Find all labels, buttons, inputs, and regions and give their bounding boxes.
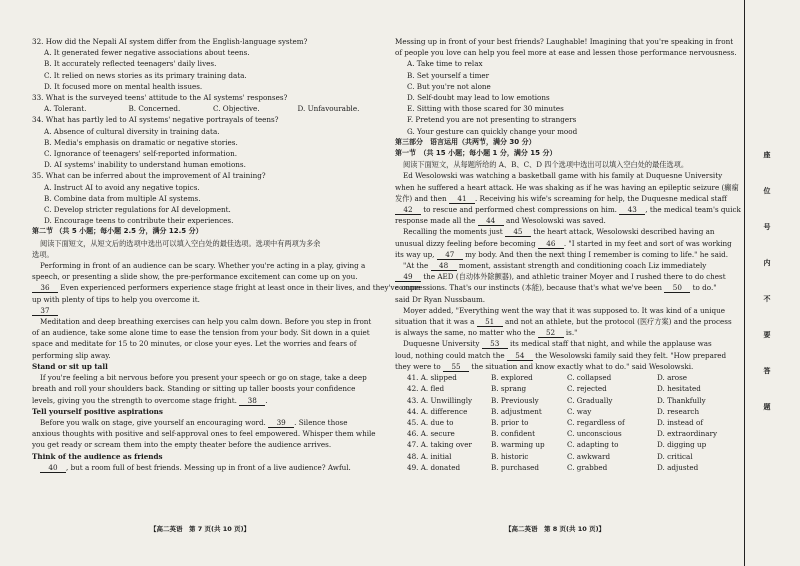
choice[interactable]: B. explored (491, 373, 533, 383)
blank-45[interactable]: 45 (505, 227, 531, 237)
choice[interactable]: 47. A. taking over (407, 440, 472, 450)
passage-line: the Wesolowski family said they felt. "How prepared (535, 350, 727, 360)
passage-line: and not an athlete, but the protocol (医疗方案) and the process (504, 317, 732, 327)
part-3-title: 第三部分 语言运用（共两节，满分 30 分） (395, 137, 536, 146)
section-2-instruction: 阅读下面短文，从短文后的选项中选出可以填入空白处的最佳选项。选项中有两项为多余 (40, 238, 321, 248)
choice[interactable]: 46. A. secure (407, 429, 455, 439)
q33-option-d: D. Unfavourable. (297, 104, 360, 114)
passage-line: speech, or presenting a slide show, the pre-performance excitement can come up on you. (32, 272, 358, 282)
passage-line: and Wesolowski was saved. (505, 216, 606, 226)
passage-line: of people you love can help you feel more at ease and lessen those performance nervousness. (395, 48, 737, 58)
passage-line: Meditation and deep breathing exercises can help you calm down. Before you step in front (40, 317, 372, 327)
passage-line: response made all the (395, 216, 476, 226)
page-footer-left: 【高二英语 第 7 页(共 10 页)】 (150, 525, 251, 533)
choices-row-47 (395, 439, 730, 450)
binding-char: 号 (763, 223, 771, 231)
blank-41[interactable]: 41 (449, 194, 475, 204)
q32-option-a: A. It generated fewer negative associations about teens. (44, 48, 250, 58)
passage-line: levels, giving you the strength to overcome stage fright. (32, 395, 237, 405)
passage-line: unusual dizzy feeling before becoming (395, 238, 536, 248)
q32-stem: 32. How did the Nepali AI system differ from the English-language system? (32, 37, 308, 46)
passage-line: . "I started in my feet and sort of was working (563, 238, 732, 248)
choices-row-41 (395, 372, 730, 383)
passage-line: . Receiving his wife's screaming for help, the Duquesne medical staff (474, 193, 727, 203)
blank-54[interactable]: 54 (507, 351, 533, 361)
passage-line: of an audience, take some alone time to ease the tension from your body. Sit down in a quiet (32, 328, 370, 338)
blank-47[interactable]: 47 (437, 250, 463, 260)
passage-line: Even experienced performers experience stage fright at least once in their lives, and they've come (60, 283, 421, 293)
choices-row-42 (395, 383, 730, 394)
section-2-instruction-cont: 选项。 (32, 249, 54, 259)
passage-line: Performing in front of an audience can be scary. Whether you're acting in a play, giving a (40, 261, 366, 271)
q33-option-b: B. Concerned. (128, 104, 181, 114)
blank-44[interactable]: 44 (478, 216, 504, 226)
choice[interactable]: D. critical (657, 451, 693, 461)
q35-option-d: D. Encourage teens to contribute their experiences. (44, 216, 234, 226)
choices-row-48 (395, 451, 730, 462)
passage-line: Messing up in front of your best friends? Laughable! Imagining that you're speaking in front (395, 37, 734, 46)
choice[interactable]: D. digging up (657, 440, 707, 450)
heading-stand-tall: Stand or sit up tall (32, 361, 108, 371)
choice[interactable]: 43. A. Unwillingly (407, 395, 473, 405)
passage-line: the heart attack, Wesolowski described having an (533, 227, 715, 237)
choice[interactable]: D. adjusted (657, 462, 699, 472)
choices-row-46 (395, 428, 730, 439)
passage-line: my body. And then the next thing I remember is coming to life." he said. (465, 249, 729, 259)
choice[interactable]: 48. A. initial (407, 451, 452, 461)
choice[interactable]: D. Thankfully (657, 395, 706, 405)
passage-line: they were to (395, 361, 441, 371)
q33-options (32, 103, 382, 114)
choice-option-f: F. Pretend you are not presenting to strangers (407, 115, 577, 125)
passage-line: the AED (自动体外除颤器), and athletic trainer Moyer and I rushed there to do chest (423, 272, 726, 282)
choice[interactable]: 42. A. fled (407, 384, 445, 394)
passage-line: space and meditate for 15 to 20 minutes, or close your eyes. Let the worries and fears of (32, 339, 357, 349)
passage-line: moment, assistant strength and conditioning coach Liz immediately (458, 261, 707, 271)
choice[interactable]: B. prior to (491, 417, 529, 427)
blank-50[interactable]: 50 (664, 283, 690, 293)
q33-option-a: A. Tolerant. (44, 104, 87, 114)
binding-text (760, 150, 774, 438)
choice[interactable]: B. warming up (491, 440, 545, 450)
choice[interactable]: D. hesitated (657, 384, 701, 394)
choice[interactable]: D. arose (657, 373, 688, 383)
choice[interactable]: C. awkward (567, 451, 611, 461)
binding-char: 座 (763, 151, 771, 159)
q35-option-b: B. Combine data from multiple AI systems. (44, 193, 201, 203)
passage-line: when he suffered a heart attack. He was shaking as if he was having an epileptic seizure (癫痫 (395, 182, 739, 192)
choice[interactable]: C. way (567, 406, 592, 416)
passage-line: Before you walk on stage, give yourself an encouraging word. (40, 417, 266, 427)
section-1-title: 第一节 （共 15 小题；每小题 1 分，满分 15 分） (395, 149, 557, 158)
binding-char: 不 (763, 295, 771, 303)
choice[interactable]: C. grabbed (567, 462, 608, 472)
choice[interactable]: B. confident (491, 429, 535, 439)
binding-line (744, 0, 745, 566)
passage-line: , the medical team's quick (645, 205, 741, 215)
q35-option-c: C. Develop stricter regulations for AI development. (44, 205, 231, 215)
passage-line: up with plenty of tips to help you overcome it. (32, 294, 200, 304)
blank-51[interactable]: 51 (477, 317, 503, 327)
passage-line: is." (565, 328, 578, 338)
blank-40[interactable]: 40 (40, 463, 66, 473)
passage-line: 发作) and then (395, 193, 447, 203)
choice[interactable]: B. purchased (491, 462, 539, 472)
q35-option-a: A. Instruct AI to avoid any negative topics. (44, 182, 200, 192)
choice[interactable]: C. adapting to (567, 440, 619, 450)
heading-audience-friends: Think of the audience as friends (32, 451, 163, 461)
blank-46[interactable]: 46 (538, 239, 564, 249)
q32-option-c: C. It relied on news stories as its primary training data. (44, 70, 247, 80)
passage-line: you get ready or scream them into the empty theater before the audience arrives. (32, 440, 332, 450)
passage-line: "At the (403, 261, 429, 271)
binding-char: 要 (763, 331, 771, 339)
heading-positive-aspirations: Tell yourself positive aspirations (32, 406, 163, 416)
binding-char: 答 (763, 367, 771, 375)
passage-line: said Dr Ryan Nussbaum. (395, 294, 486, 304)
passage-line: If you're feeling a bit nervous before you present your speech or go on stage, take a deep (40, 373, 367, 383)
blank-49[interactable]: 49 (395, 272, 421, 282)
blank-36[interactable]: 36 (32, 283, 58, 293)
q34-option-a: A. Absence of cultural diversity in training data. (44, 126, 220, 136)
choice[interactable]: C. regardless of (567, 417, 625, 427)
passage-line: Recalling the moments just (403, 227, 503, 237)
passage-line: the situation and know exactly what to do." said Wesolowski. (471, 361, 694, 371)
choice[interactable]: 45. A. due to (407, 417, 454, 427)
choice[interactable]: D. extraordinary (657, 429, 718, 439)
choice[interactable]: 41. A. slipped (407, 373, 457, 383)
passage-line: loud, nothing could match the (395, 350, 505, 360)
q34-option-b: B. Media's emphasis on dramatic or negative stories. (44, 137, 238, 147)
blank-55[interactable]: 55 (443, 362, 469, 372)
left-column: 32. How did the Nepali AI system differ from the English-language system? A. It generated fewer negative associations about teens. B. It accurately reflected teenagers' daily lives. C. It relied on news stories as its primary training data. D. It focused more on mental health issues. 33. What is the surveyed teens' attitude to the AI systems' responses? A. Tolerant. B. Concerned. C. Objective. D. Unfavourable. 34. What has partly led to AI systems' negative portrayals of teens? A. Absence of cultural diversity in training data. B. Media's emphasis on dramatic or negative stories. C. Ignorance of teenagers' self-reported information. D. AI systems' inability to understand human emotions. 35. What can be inferred about the improvement of AI training? A. Instruct AI to avoid any negative topics. B. Combine data from multiple AI systems. C. Develop stricter regulations for AI development. D. Encourage teens to contribute their experiences. 第二节 （共 5 小题；每小题 2.5 分，满分 12.5 分） 阅读下面短文，从短文后的选项中选出可以填入空白处的最佳选项。选项中有两项为多余 选项。 Performing in front of an audience can be scary. Whether you're acting in a play, giving a speech, or presenting a slide show, the pre-performance excitement can come up on you. 36 Even experienced performers experience stage fright at least once in their lives, and they've come up with plenty of tips to help you overcome it. 37 Meditation and deep breathing exercises can help you calm down. Before you step in front of an audience, take some alone time to ease the tension from your body. Sit down in a quiet space and meditate for 15 to 20 minutes, or close your eyes. Let the worries and fears of performing slip away. Stand or sit up tall If you're feeling a bit nervous before you present your speech or go on stage, take a deep breath and roll your shoulders back. Standing or sitting up taller boosts your confidence levels, giving you the strength to overcome stage fright. 38 . Tell yourself positive aspirations Before you walk on stage, give yourself an encouraging word. 39 . Silence those anxious thoughts with positive and self-approval ones to feel empowered. Whisper them while you get ready or scream them into the empty theater before the audience arrives. Think of the audience as friends 40 , but a room full of best friends. Messing up in front of a live audience? Awful. (32, 37, 421, 472)
choices-row-44 (395, 406, 730, 417)
binding-char: 位 (763, 187, 771, 195)
blank-43[interactable]: 43 (619, 205, 645, 215)
blank-53[interactable]: 53 (482, 339, 508, 349)
choice[interactable]: 44. A. difference (407, 406, 468, 416)
passage-line: to rescue and performed chest compressions on him. (423, 205, 617, 215)
choice-option-c: C. But you're not alone (407, 81, 491, 91)
section-1-instruction: 阅读下面短文，从每题所给的 A、B、C、D 四个选项中选出可以填入空白处的最佳选项。 (403, 160, 689, 170)
choice[interactable]: B. historic (491, 451, 529, 461)
passage-line: Moyer added, "Everything went the way that it was supposed to. It was kind of a unique (403, 305, 726, 315)
q33-stem: 33. What is the surveyed teens' attitude to the AI systems' responses? (32, 93, 288, 103)
choice[interactable]: C. rejected (567, 384, 607, 394)
passage-line: compressions. That's our instincts (本能), because that's what we've been (395, 283, 663, 293)
choice-option-d: D. Self-doubt may lead to low emotions (407, 93, 550, 103)
section-2-title: 第二节 （共 5 小题；每小题 2.5 分，满分 12.5 分） (32, 227, 203, 236)
choice[interactable]: C. collapsed (567, 373, 612, 383)
blank-52[interactable]: 52 (538, 328, 564, 338)
passage-line: . Silence those (294, 417, 348, 427)
q33-option-c: C. Objective. (213, 104, 260, 114)
blank-39[interactable]: 39 (268, 418, 294, 428)
choice[interactable]: B. sprang (491, 384, 527, 394)
choice-option-b: B. Set yourself a timer (407, 70, 490, 80)
blank-38[interactable]: 38 (239, 396, 265, 406)
passage-line: to do." (692, 283, 717, 293)
q32-option-b: B. It accurately reflected teenagers' daily lives. (44, 59, 217, 69)
blank-37[interactable]: 37 (32, 306, 58, 316)
q34-stem: 34. What has partly led to AI systems' negative portrayals of teens? (32, 115, 279, 125)
q34-option-d: D. AI systems' inability to understand human emotions. (44, 160, 246, 170)
choice-option-g: G. Your gesture can quickly change your mood (407, 126, 578, 136)
right-column (395, 36, 741, 473)
passage-line: its way up, (395, 249, 435, 259)
passage-line: Duquesne University (403, 339, 480, 349)
choice[interactable]: C. unconscious (567, 429, 622, 439)
choices-row-49 (395, 462, 730, 473)
q35-stem: 35. What can be inferred about the improvement of AI training? (32, 171, 266, 181)
choice[interactable]: B. Previously (491, 395, 539, 405)
binding-char: 题 (763, 403, 771, 411)
q32-option-d: D. It focused more on mental health issues. (44, 81, 203, 91)
passage-line: , but a room full of best friends. Messing up in front of a live audience? Awful. (66, 462, 351, 472)
choice[interactable]: C. Gradually (567, 395, 613, 405)
blank-42[interactable]: 42 (395, 205, 421, 215)
passage-line: its medical staff that night, and while the applause was (510, 339, 712, 349)
page-footer-right: 【高二英语 第 8 页(共 10 页)】 (505, 525, 606, 533)
choice[interactable]: D. instead of (657, 417, 703, 427)
choice[interactable]: D. research (657, 406, 700, 416)
passage-line: performing slip away. (32, 350, 111, 360)
passage-line: is always the same, no matter who the (395, 328, 536, 338)
choice-option-e: E. Sitting with those scared for 30 minutes (407, 104, 564, 114)
passage-line: breath and roll your shoulders back. Standing or sitting up taller boosts your confidence (32, 384, 356, 394)
choice[interactable]: 49. A. donated (407, 462, 461, 472)
q34-option-c: C. Ignorance of teenagers' self-reported information. (44, 149, 237, 159)
blank-48[interactable]: 48 (431, 261, 457, 271)
passage-line: anxious thoughts with positive and self-approval ones to feel empowered. Whisper them while (32, 429, 376, 439)
choices-row-43 (395, 395, 730, 406)
choice[interactable]: B. adjustment (491, 406, 542, 416)
binding-char: 内 (763, 259, 771, 267)
choices-row-45 (395, 417, 730, 428)
choice-option-a: A. Take time to relax (407, 59, 483, 69)
passage-line: situation that it was a (395, 317, 475, 327)
passage-line: Ed Wesolowski was watching a basketball game with his family at Duquesne University (403, 171, 723, 181)
